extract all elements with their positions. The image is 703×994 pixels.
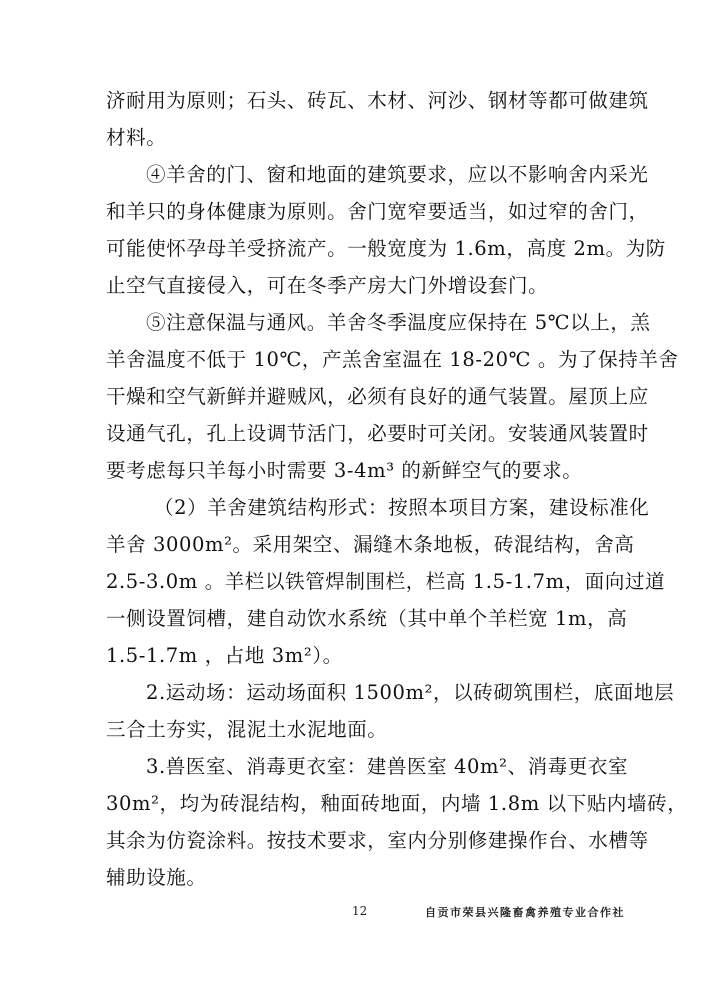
text-line: 要考虑每只羊每小时需要 3-4m³ 的新鲜空气的要求。 (106, 459, 583, 482)
paragraph-doors-windows (106, 156, 666, 304)
body-text (106, 82, 688, 896)
text-line: ⑤注意保温与通风。羊舍冬季温度应保持在 5℃以上，羔 (146, 311, 651, 334)
text-line: 辅助设施。 (106, 866, 207, 889)
text-line: 济耐用为原则；石头、砖瓦、木材、河沙、钢材等都可做建筑 (106, 89, 649, 112)
paragraph-vet-room (106, 748, 688, 896)
text-line: （2）羊舍建筑结构形式：按照本项目方案，建设标准化 (154, 496, 650, 519)
text-line: 材料。 (106, 126, 167, 149)
text-line: 干燥和空气新鲜并避贼风，必须有良好的通气装置。屋顶上应 (106, 385, 649, 408)
text-line: 一侧设置饲槽，建自动饮水系统（其中单个羊栏宽 1m，高 (106, 607, 628, 630)
text-line: 止空气直接侵入，可在冬季产房大门外增设套门。 (106, 274, 549, 297)
text-line: 三合土夯实，混泥土水泥地面。 (106, 718, 388, 741)
text-line: 羊舍温度不低于 10℃，产羔舍室温在 18-20℃ 。为了保持羊舍 (106, 348, 679, 371)
paragraph-structure (106, 489, 666, 674)
text-line: 2.运动场：运动场面积 1500m²，以砖砌筑围栏，底面地层 (146, 681, 675, 704)
page-footer (0, 904, 703, 924)
text-line: 1.5-1.7m ，占地 3m²）。 (106, 644, 343, 667)
footer-organization: 自贡市荣县兴隆畜禽养殖专业合作社 (425, 906, 625, 919)
text-line: 2.5-3.0m 。羊栏以铁管焊制围栏，栏高 1.5-1.7m，面向过道 (106, 570, 666, 593)
text-line: 和羊只的身体健康为原则。舍门宽窄要适当，如过窄的舍门， (106, 200, 649, 223)
text-line: 3.兽医室、消毒更衣室：建兽医室 40m²、消毒更衣室 (146, 755, 629, 778)
paragraph-materials (106, 82, 649, 156)
text-line: 其余为仿瓷涂料。按技术要求，室内分别修建操作台、水槽等 (106, 829, 649, 852)
text-line: 设通气孔，孔上设调节活门，必要时可关闭。安装通风装置时 (106, 422, 649, 445)
page-number: 12 (352, 904, 368, 918)
text-line: 30m²，均为砖混结构，釉面砖地面，内墙 1.8m 以下贴内墙砖， (106, 792, 688, 815)
text-line: 可能使怀孕母羊受挤流产。一般宽度为 1.6m，高度 2m。为防 (106, 237, 666, 260)
text-line: 羊舍 3000m²。采用架空、漏缝木条地板，砖混结构，舍高 (106, 533, 635, 556)
paragraph-exercise-yard (106, 674, 675, 748)
paragraph-ventilation (106, 304, 679, 489)
text-line: ④羊舍的门、窗和地面的建筑要求，应以不影响舍内采光 (146, 163, 649, 186)
